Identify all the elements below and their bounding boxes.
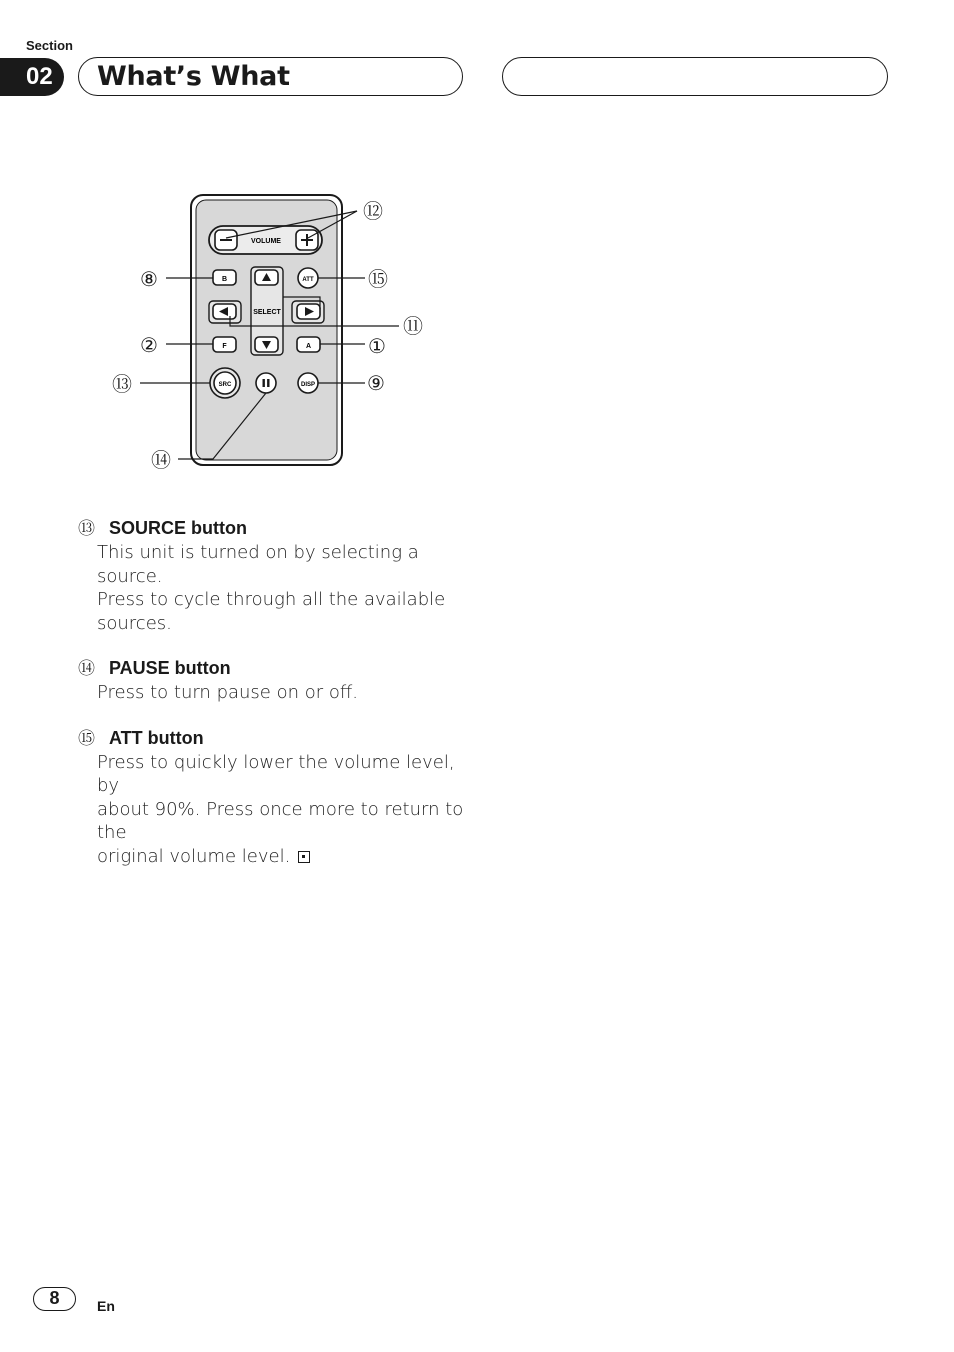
- section-number-tab: 02: [0, 58, 64, 96]
- description-line: Press to quickly lower the volume level, by: [97, 751, 455, 796]
- disp-label: DISP: [300, 382, 316, 388]
- callout-13: ⑬: [112, 372, 132, 396]
- item-title: PAUSE button: [109, 658, 231, 678]
- callout-8: ⑧: [140, 267, 158, 291]
- item-title: SOURCE button: [109, 518, 247, 538]
- item-description: [97, 541, 478, 635]
- description-line: Press to turn pause on or off.: [97, 682, 359, 703]
- title-box: [78, 57, 463, 96]
- list-item-att: [78, 726, 478, 869]
- callout-11: ⑪: [403, 314, 423, 338]
- item-list: [78, 516, 478, 889]
- item-number: ⑮: [78, 728, 95, 749]
- callout-1: ①: [368, 334, 386, 358]
- callout-2: ②: [140, 333, 158, 357]
- select-label: SELECT: [253, 309, 281, 316]
- item-description: [97, 681, 478, 705]
- item-number: ⑭: [78, 659, 95, 679]
- callout-9: ⑨: [367, 371, 385, 395]
- callout-15: ⑮: [368, 267, 388, 291]
- callout-12: ⑫: [363, 199, 383, 223]
- language-label: En: [97, 1298, 115, 1314]
- end-mark-icon: [298, 851, 310, 863]
- header-box-right: [502, 57, 888, 96]
- page-number: 8: [33, 1287, 76, 1311]
- remote-control-figure: [0, 180, 480, 490]
- callout-14: ⑭: [151, 448, 171, 472]
- section-label: Section: [26, 38, 73, 53]
- src-label: SRC: [218, 382, 232, 388]
- item-title: ATT button: [109, 727, 204, 748]
- list-item-source: [78, 516, 478, 635]
- volume-label: VOLUME: [251, 238, 281, 245]
- description-line: about 90%. Press once more to return to the: [97, 798, 464, 843]
- a-label: A: [305, 343, 312, 350]
- list-item-pause: [78, 656, 478, 705]
- att-label: ATT: [302, 277, 314, 283]
- page-title: What’s What: [97, 61, 290, 92]
- item-number: ⑬: [78, 519, 95, 539]
- description-line: This unit is turned on by selecting a source.: [97, 542, 419, 587]
- pause-button: [256, 373, 276, 393]
- item-description: [97, 751, 478, 869]
- b-label: B: [221, 276, 228, 283]
- description-line: Press to cycle through all the available: [97, 589, 446, 610]
- f-label: F: [222, 343, 227, 350]
- description-line: sources.: [97, 612, 172, 634]
- description-line: original volume level.: [97, 845, 291, 867]
